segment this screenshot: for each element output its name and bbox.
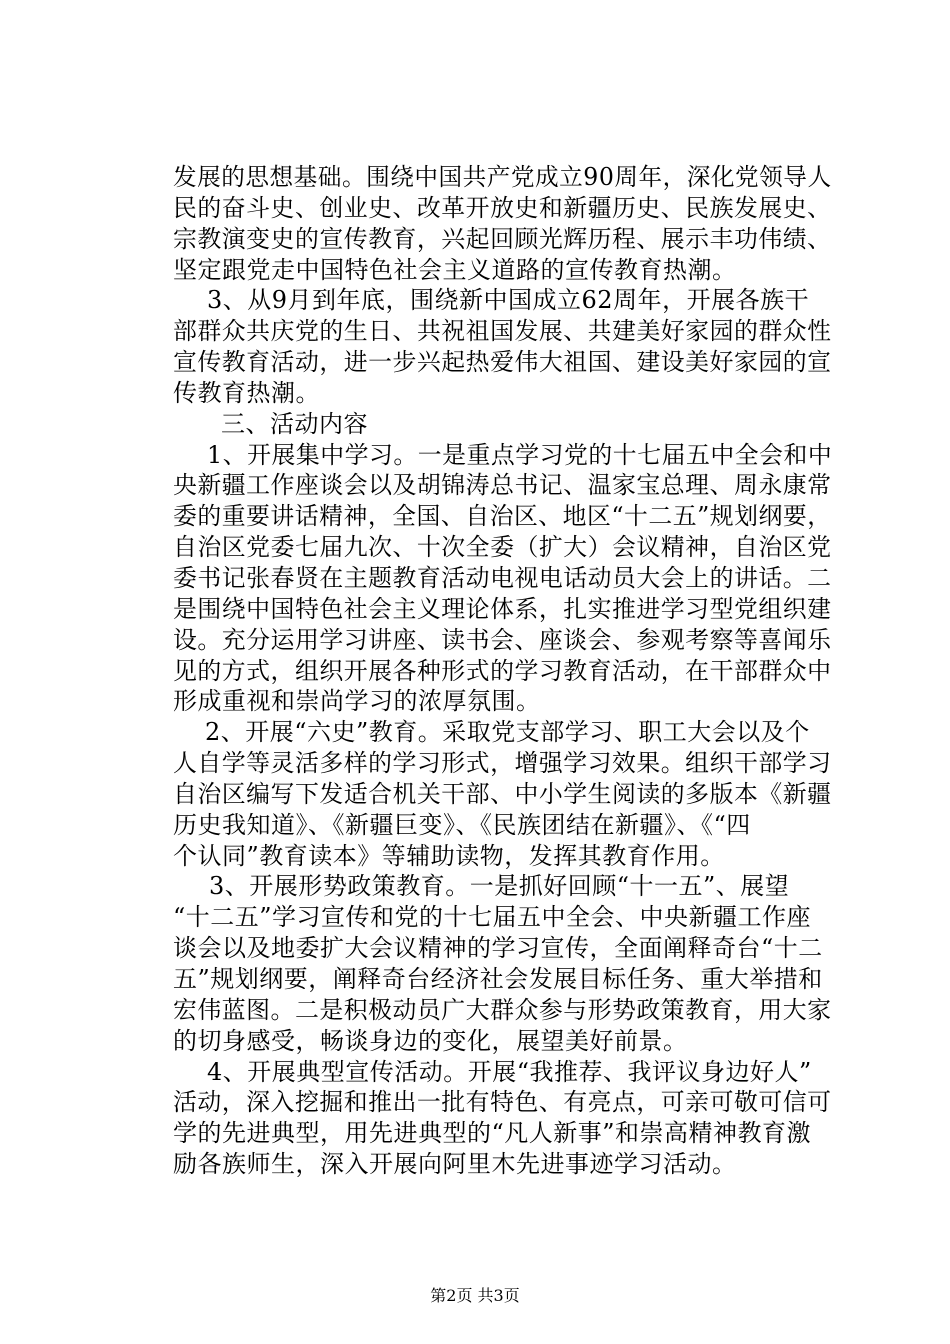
- text-line: 设。充分运用学习讲座、读书会、座谈会、参观考察等喜闻乐: [173, 625, 832, 654]
- section-heading: 三、活动内容: [221, 409, 368, 438]
- text-line: “十二五”学习宣传和党的十七届五中全会、中央新疆工作座: [173, 903, 812, 932]
- text-line: 坚定跟党走中国特色社会主义道路的宣传教育热潮。: [173, 255, 737, 284]
- text-line: 宏伟蓝图。二是积极动员广大群众参与形势政策教育，用大家: [173, 995, 832, 1024]
- text-line: 4、开展典型宣传活动。开展“我推荐、我评议身边好人”: [207, 1057, 812, 1086]
- text-line: 人自学等灵活多样的学习形式，增强学习效果。组织干部学习: [173, 749, 832, 777]
- text-line: 委的重要讲话精神，全国、自治区、地区“十二五”规划纲要，: [173, 502, 832, 531]
- text-line: 励各族师生，深入开展向阿里木先进事迹学习活动。: [173, 1150, 737, 1178]
- text-line: 3、从9月到年底，围绕新中国成立62周年，开展各族干: [207, 286, 810, 315]
- text-line: 自治区党委七届九次、十次全委（扩大）会议精神，自治区党: [173, 533, 832, 562]
- text-line: 是围绕中国特色社会主义理论体系，扎实推进学习型党组织建: [173, 594, 832, 623]
- text-line: 自治区编写下发适合机关干部、中小学生阅读的多版本《新疆: [173, 779, 832, 808]
- text-line: 3、开展形势政策教育。一是抓好回顾“十一五”、展望: [209, 872, 790, 901]
- text-line: 民的奋斗史、创业史、改革开放史和新疆历史、民族发展史、: [173, 193, 832, 222]
- text-line: 历史我知道》、《新疆巨变》、《民族团结在新疆》、《“四: [173, 810, 751, 839]
- text-line: 宗教演变史的宣传教育，兴起回顾光辉历程、展示丰功伟绩、: [173, 224, 832, 253]
- text-line: 的切身感受，畅谈身边的变化，展望美好前景。: [173, 1026, 688, 1055]
- text-line: 2、开展“六史”教育。采取党支部学习、职工大会以及个: [205, 718, 810, 747]
- text-line: 个认同”教育读本》等辅助读物，发挥其教育作用。: [173, 841, 725, 870]
- text-line: 学的先进典型，用先进典型的“凡人新事”和崇高精神教育激: [173, 1119, 812, 1148]
- text-line: 传教育热潮。: [173, 378, 320, 407]
- text-line: 见的方式，组织开展各种形式的学习教育活动，在干部群众中: [173, 656, 832, 685]
- text-line: 宣传教育活动，进一步兴起热爱伟大祖国、建设美好家园的宣: [173, 348, 832, 377]
- page-footer: 第2页 共3页: [430, 1286, 520, 1305]
- text-line: 央新疆工作座谈会以及胡锦涛总书记、温家宝总理、周永康常: [173, 471, 832, 500]
- text-line: 活动，深入挖掘和推出一批有特色、有亮点，可亲可敬可信可: [173, 1088, 832, 1117]
- text-line: 部群众共庆党的生日、共祝祖国发展、共建美好家园的群众性: [173, 317, 832, 346]
- text-line: 1、开展集中学习。一是重点学习党的十七届五中全会和中: [207, 440, 833, 469]
- text-line: 谈会以及地委扩大会议精神的学习宣传，全面阐释奇台“十二: [173, 934, 823, 963]
- text-line: 发展的思想基础。围绕中国共产党成立90周年，深化党领导人: [173, 163, 832, 191]
- text-line: 形成重视和崇尚学习的浓厚氛围。: [173, 687, 541, 716]
- text-line: 五”规划纲要，阐释奇台经济社会发展目标任务、重大举措和: [173, 964, 823, 993]
- text-line: 委书记张春贤在主题教育活动电视电话动员大会上的讲话。二: [173, 564, 832, 592]
